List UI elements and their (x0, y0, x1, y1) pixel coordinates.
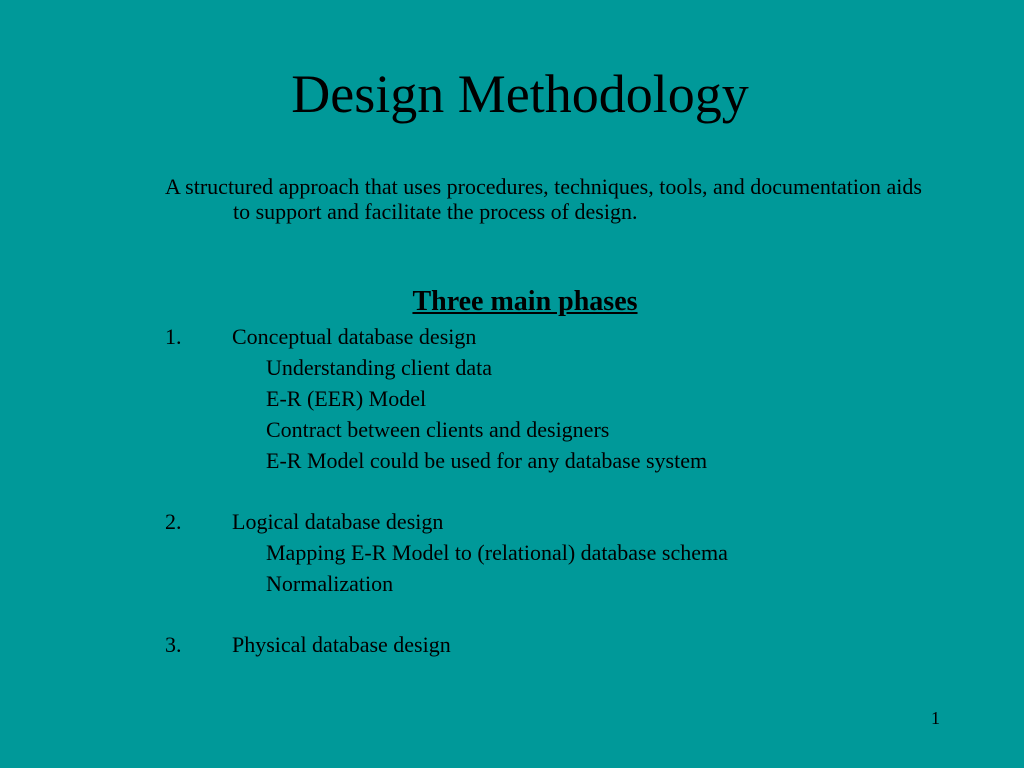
phase-3-label: Physical database design (232, 632, 451, 657)
page-number: 1 (931, 708, 940, 728)
phase-2-point-1: Mapping E-R Model to (relational) database schema (266, 540, 728, 565)
phase-1-number: 1. (165, 324, 182, 349)
phase-2-number: 2. (165, 509, 182, 534)
intro-paragraph: A structured approach that uses procedures, techniques, tools, and documentation aids to support and facilitate the process of design. (165, 174, 922, 224)
phase-1-point-2: E-R (EER) Model (266, 386, 427, 411)
phase-1-point-4: E-R Model could be used for any database system (266, 448, 708, 473)
phase-1-point-3: Contract between clients and designers (266, 417, 610, 442)
phase-2-point-2: Normalization (266, 571, 394, 596)
phase-1-point-1: Understanding client data (266, 355, 493, 380)
phase-1-label: Conceptual database design (232, 324, 477, 349)
slide-title: Design Methodology (291, 64, 749, 124)
phase-2-label: Logical database design (232, 509, 444, 534)
phase-3-number: 3. (165, 632, 182, 657)
phases-heading: Three main phases (412, 286, 638, 317)
